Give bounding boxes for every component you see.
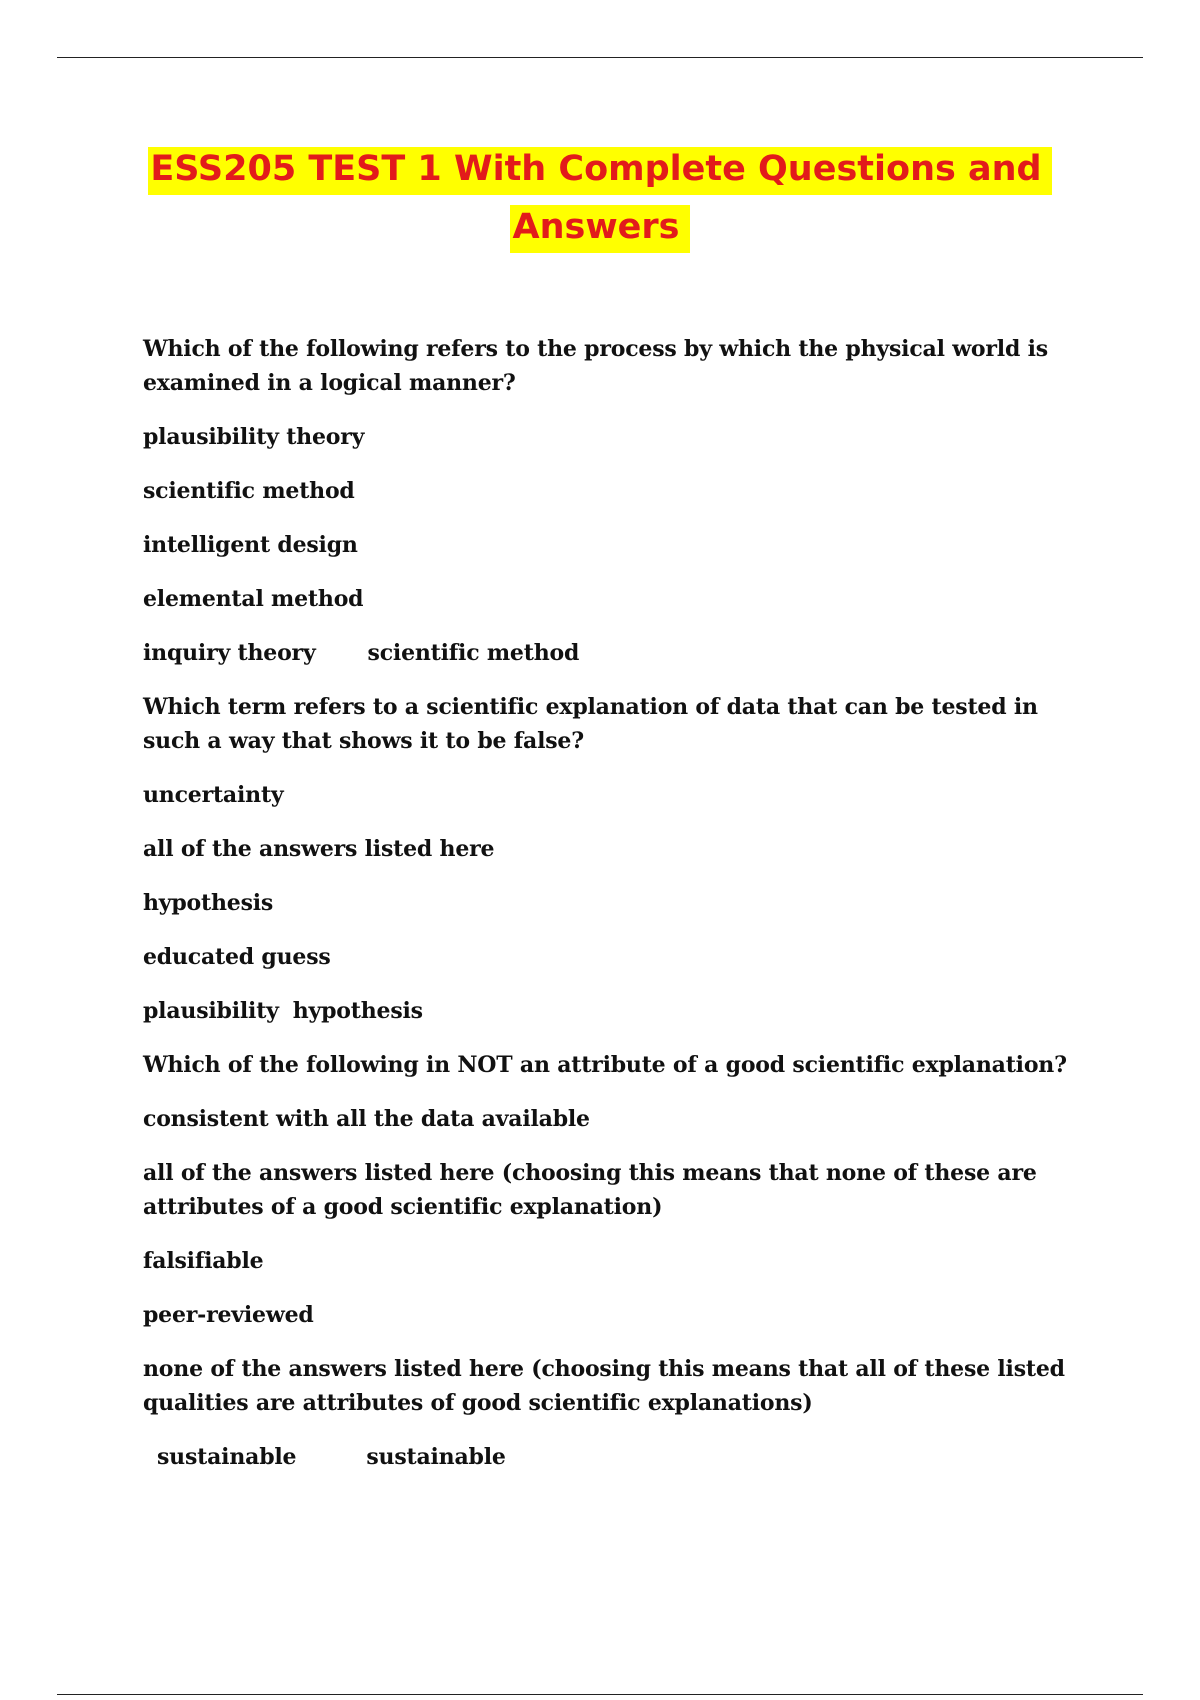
answer-option: all of the answers listed here (choosing this means that none of these are attributes of a good scientific explanation) — [143, 1160, 1037, 1220]
top-rule — [57, 57, 1143, 58]
answer-option: inquiry theory — [143, 640, 316, 666]
question-list — [143, 332, 1073, 1494]
answer-option: none of the answers listed here (choosing this means that all of these listed qualities are attributes of good scientific explanations) — [143, 1356, 1065, 1416]
bottom-rule — [57, 1694, 1143, 1695]
answer-option: peer-reviewed — [143, 1302, 314, 1328]
answer-row — [143, 1440, 1073, 1474]
question-text: Which of the following refers to the process by which the physical world is examined in a logical manner? — [143, 336, 1048, 396]
answer-option: all of the answers listed here — [143, 836, 495, 862]
question-text: Which term refers to a scientific explanation of data that can be tested in such a way that shows it to be false? — [143, 694, 1038, 754]
answer-option: consistent with all the data available — [143, 1106, 590, 1132]
answer-option: uncertainty — [143, 782, 284, 808]
correct-answer: hypothesis — [292, 998, 423, 1024]
answer-option: educated guess — [143, 944, 331, 970]
answer-option: hypothesis — [143, 890, 274, 916]
answer-option: intelligent design — [143, 532, 358, 558]
answer-row — [143, 994, 1073, 1028]
answer-option: scientific method — [143, 478, 355, 504]
title-line-1: ESS205 TEST 1 With Complete Questions and — [148, 147, 1051, 195]
answer-row — [143, 636, 1073, 670]
correct-answer: scientific method — [367, 640, 580, 666]
document-title — [0, 140, 1200, 256]
answer-option: elemental method — [143, 586, 364, 612]
answer-option: sustainable — [157, 1444, 297, 1470]
answer-option: plausibility theory — [143, 424, 365, 450]
question-text: Which of the following in NOT an attribute of a good scientific explanation? — [143, 1052, 1067, 1078]
correct-answer: sustainable — [366, 1444, 506, 1470]
answer-option: plausibility — [143, 998, 279, 1024]
title-line-2: Answers — [510, 205, 689, 253]
answer-option: falsifiable — [143, 1248, 264, 1274]
